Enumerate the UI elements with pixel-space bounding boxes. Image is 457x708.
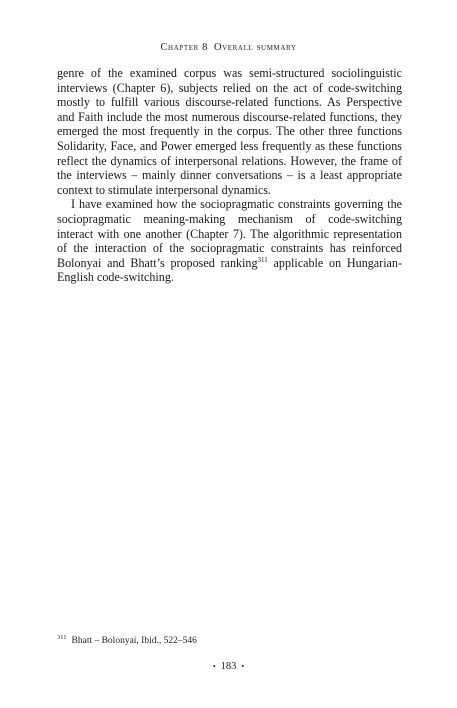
footnote-text: Bhatt – Bolonyai, Ibid., 522–546	[71, 636, 197, 646]
body-text	[57, 66, 402, 285]
page-number-bullet-left: •	[212, 662, 216, 671]
running-head-chapter: Chapter 8	[160, 42, 208, 53]
page-number-bullet-right: •	[241, 662, 245, 671]
footnote-number: 311	[57, 633, 67, 641]
footnote-reference[interactable]: 311	[257, 255, 268, 264]
paragraph-2-text-before: I have examined how the sociopragmatic constraints governing the sociopragmatic meaning-making mechanism of code-switching interact with one another (Chapter 7). The algorithmic representation of the interaction of the sociopragmatic constraints has reinforced Bolonyai and Bhatt’s proposed ranking	[57, 197, 402, 270]
paragraph-1: genre of the examined corpus was semi-structured sociolinguistic interviews (Chapter 6), subjects relied on the act of code-switching mostly to fulfill various discourse-related functions. As Perspective and Faith include the most numerous discourse-related functions, they emerged the most frequently in the corpus. The other three functions Solidarity, Face, and Power emerged less frequently as these functions reflect the dynamics of interpersonal relations. However, the frame of the interviews – mainly dinner conversations – is a least appropriate context to stimulate interpersonal dynamics.	[57, 66, 402, 197]
paragraph-2-text-after: applicable on Hungarian-English code-switching.	[57, 255, 402, 285]
paragraph-2	[57, 197, 402, 285]
running-head-title: Overall summary	[213, 42, 297, 53]
footnote	[57, 633, 402, 646]
running-head	[0, 42, 457, 53]
page-number-value: 183	[220, 661, 237, 672]
page-number	[0, 661, 457, 672]
